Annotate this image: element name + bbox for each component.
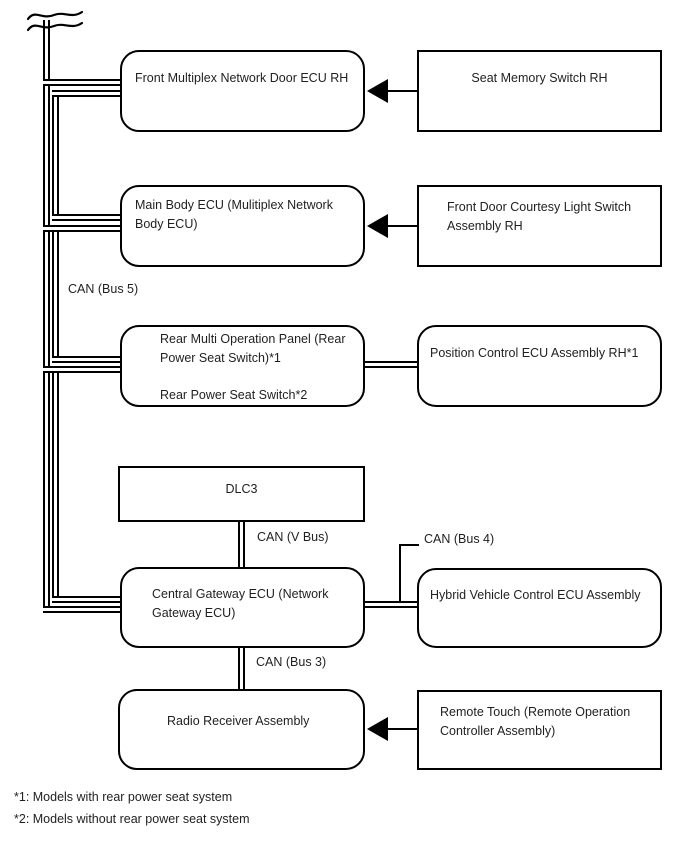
bus-branch-rear-multi-lower [43,366,122,373]
bus-branch-central-gateway-upper [52,596,122,603]
can-bus-trunk-line [43,20,50,613]
can-bus4-callout-line-horizontal [399,544,419,546]
node-label: Position Control ECU Assembly RH*1 [430,346,639,360]
node-main-body-ecu [120,185,365,267]
bus-continuation-break-icon [26,6,84,38]
arrow-head-courtesy-switch-to-main-body [367,214,388,238]
node-radio-receiver-assembly [118,689,365,770]
node-label: Power Seat Switch)*1 [160,350,281,365]
node-position-control-ecu-assembly-rh [417,325,662,407]
arrow-head-remote-touch-to-radio [367,717,388,741]
node-label: DLC3 [225,482,258,496]
node-label: Remote Touch (Remote Operation [440,705,631,719]
arrow-shaft-remote-touch-to-radio [388,728,417,730]
bus-branch-front-multiplex-lower [52,90,122,97]
arrow-shaft-seat-memory-to-front-multiplex [388,90,417,92]
label-can-bus5: CAN (Bus 5) [68,282,139,296]
can-bus4-callout-line-vertical [399,545,401,602]
label-can-bus4: CAN (Bus 4) [424,532,495,546]
footnote-1: *1: Models with rear power seat system [14,790,233,804]
bus-link-central-gateway-to-hybrid [363,601,419,608]
bus-branch-main-body-lower [43,225,122,232]
label-can-vbus: CAN (V Bus) [257,530,329,544]
node-hybrid-vehicle-control-ecu-assembly [417,568,662,648]
arrow-head-seat-memory-to-front-multiplex [367,79,388,103]
can-bus-loop-line-1 [52,90,59,221]
node-label: Gateway ECU) [152,605,236,620]
node-label [160,367,359,386]
can-bus-loop-line-2 [52,225,59,363]
node-label: Rear Multi Operation Panel (Rear [160,332,346,346]
node-label: Central Gateway ECU (Network [152,587,329,601]
node-dlc3 [118,466,365,522]
node-label: Front Door Courtesy Light Switch [447,200,632,214]
node-label: Body ECU) [135,216,198,231]
node-label: Controller Assembly) [440,723,556,738]
bus-link-central-gateway-to-radio [238,646,245,691]
node-seat-memory-switch-rh [417,50,662,132]
node-label: Seat Memory Switch RH [471,71,608,85]
node-front-multiplex-network-door-ecu-rh [120,50,365,132]
bus-link-rear-multi-to-position-control [363,361,419,368]
label-can-bus3: CAN (Bus 3) [256,655,327,669]
bus-branch-main-body-upper [52,214,122,221]
node-label: Front Multiplex Network Door ECU RH [135,71,349,85]
node-label: Assembly RH [447,218,523,233]
bus-branch-central-gateway-lower [43,606,122,613]
bus-link-dlc3-to-central-gateway [238,520,245,569]
node-label: Radio Receiver Assembly [167,714,310,728]
arrow-shaft-courtesy-switch-to-main-body [388,225,417,227]
node-label: Hybrid Vehicle Control ECU Assembly [430,588,641,602]
node-front-door-courtesy-light-switch-assembly-rh [417,185,662,267]
node-label: Main Body ECU (Mulitiplex Network [135,198,333,212]
node-remote-touch-controller [417,690,662,770]
can-bus-loop-line-3 [52,366,59,603]
node-label: Rear Power Seat Switch*2 [160,387,308,402]
bus-branch-rear-multi-upper [52,356,122,363]
bus-branch-front-multiplex-upper [43,79,122,86]
node-rear-multi-operation-panel [120,325,365,407]
node-central-gateway-ecu [120,567,365,648]
footnote-2: *2: Models without rear power seat system [14,812,250,826]
